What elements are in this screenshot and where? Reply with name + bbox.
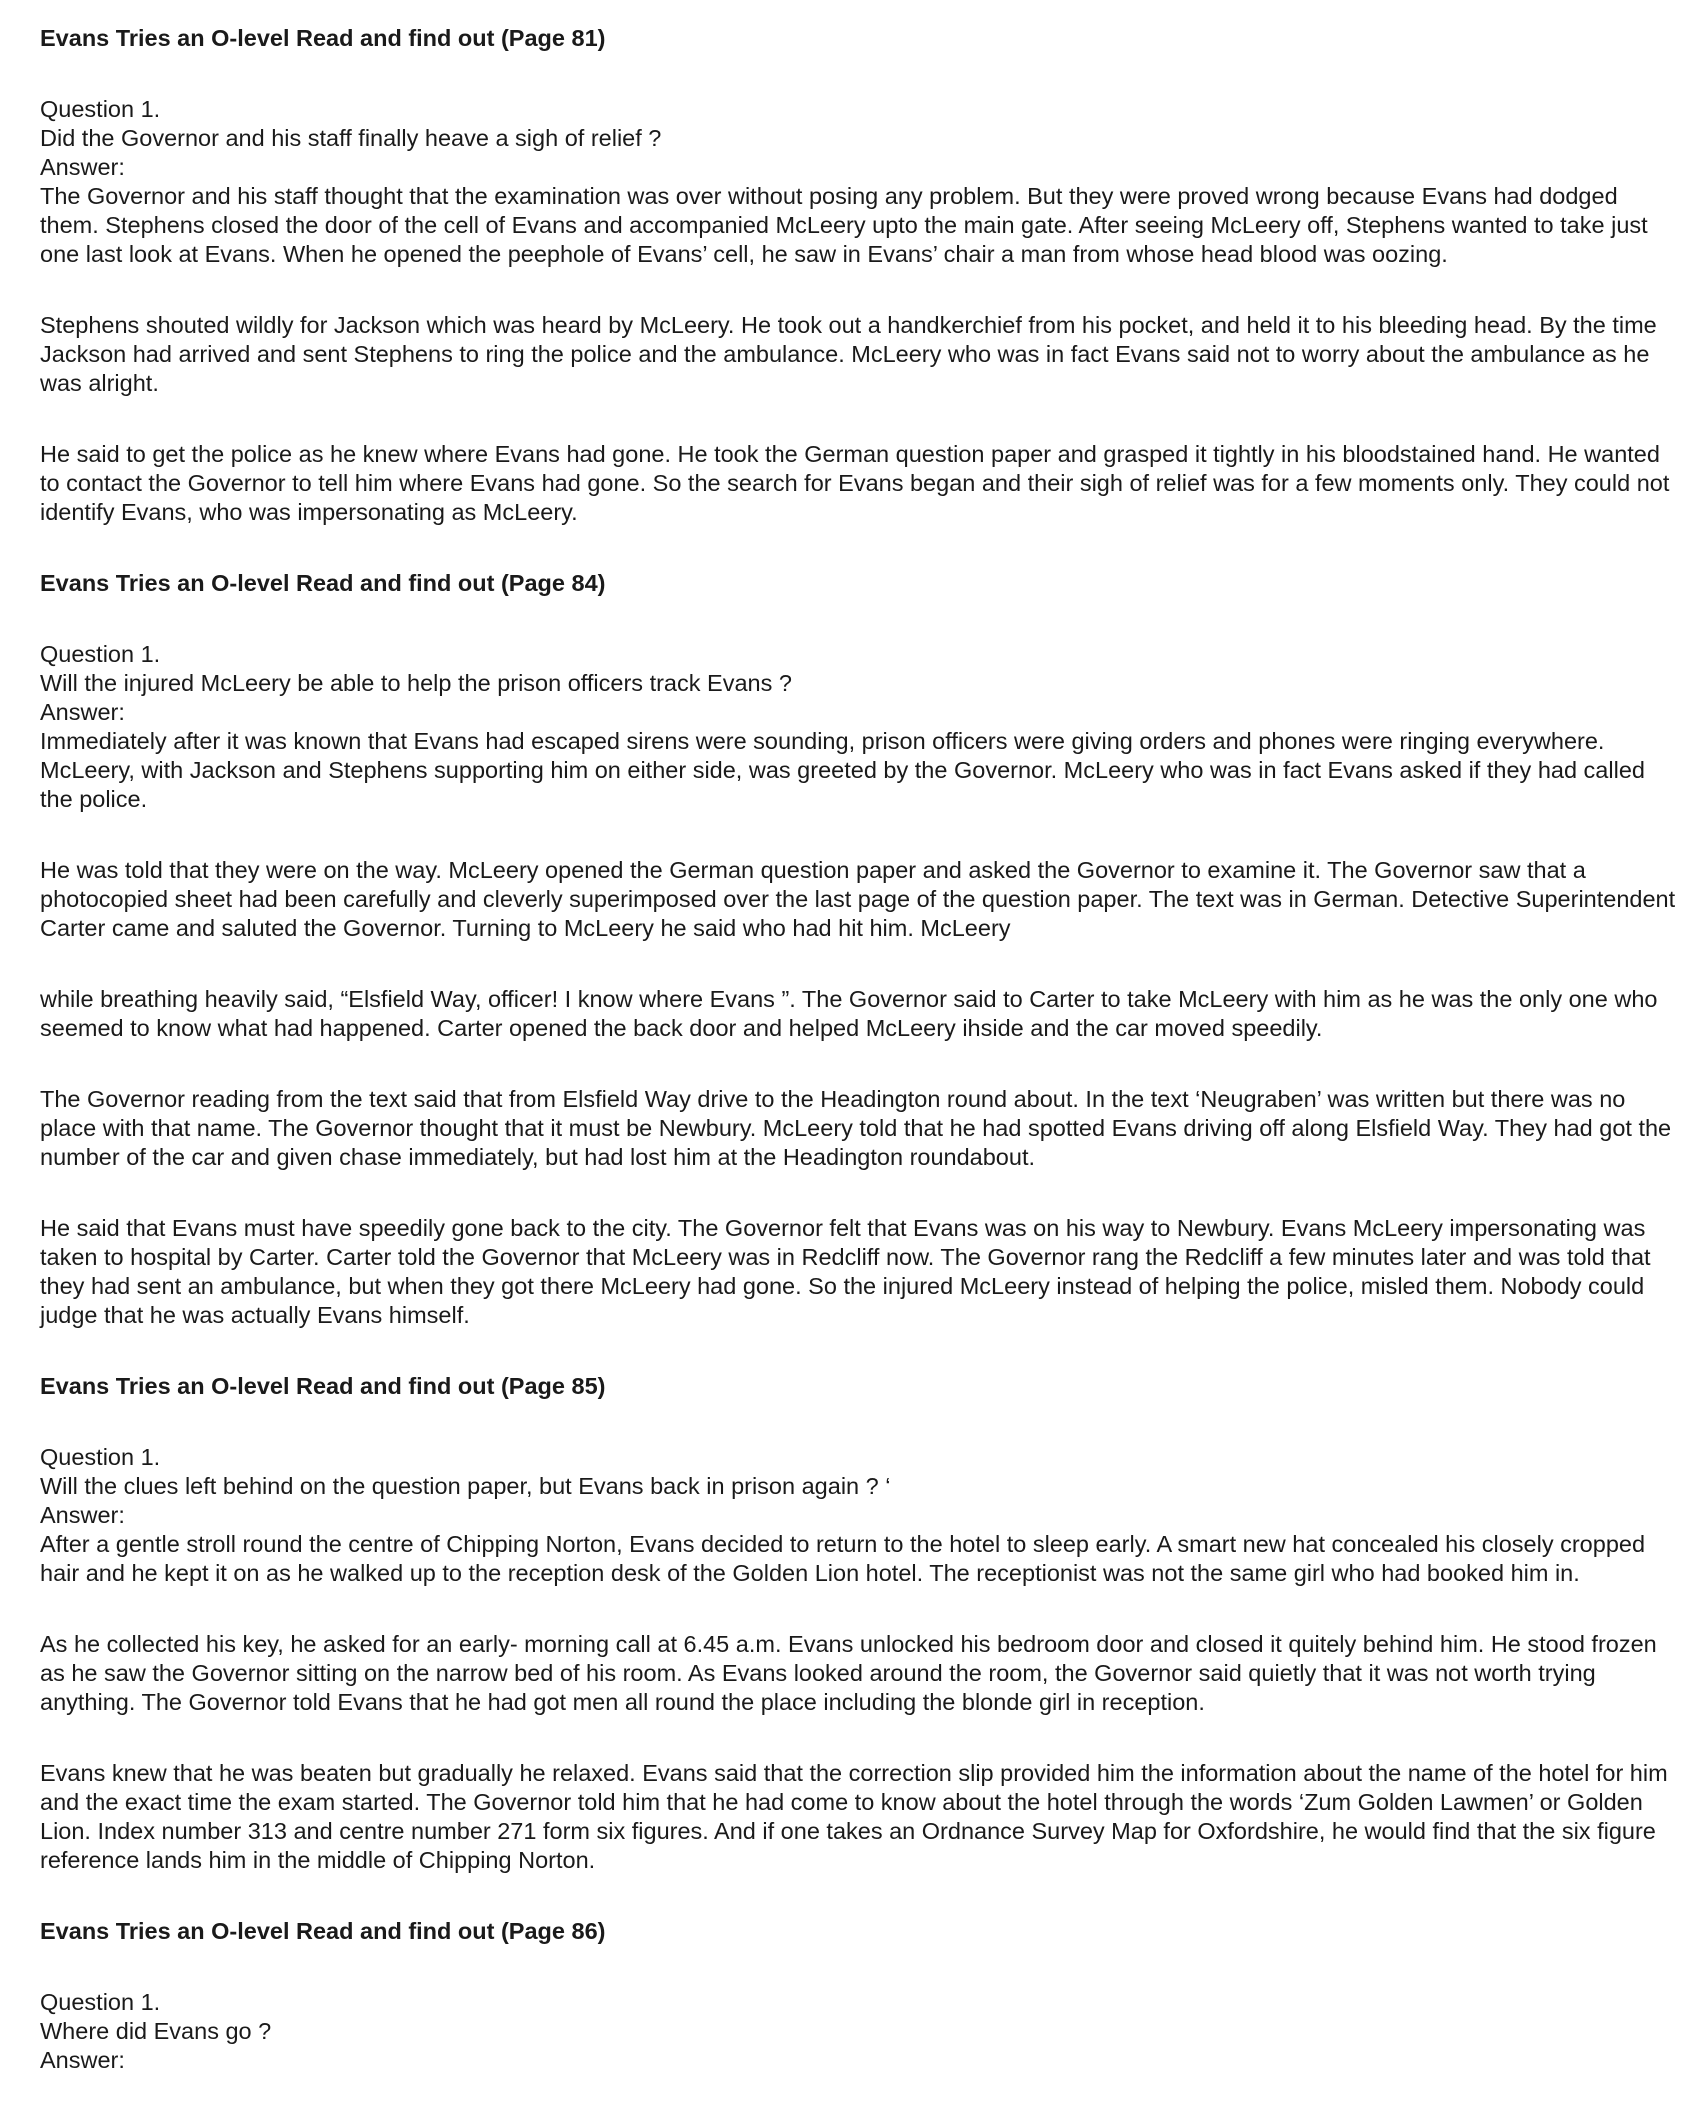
section-page-86 <box>40 1917 1680 2075</box>
section-page-81 <box>40 24 1680 527</box>
section-heading: Evans Tries an O-level Read and find out (Page 84) <box>40 570 606 596</box>
answer-paragraph: As he collected his key, he asked for an early- morning call at 6.45 a.m. Evans unlocked his bedroom door and closed it quitely behind him. He stood frozen as he saw the Governor sitting on the narrow bed of his room. As Evans looked around the room, the Governor said quietly that it was not worth trying anything. The Governor told Evans that he had got men all round the place including the blonde girl in reception. <box>40 1631 1657 1715</box>
answer-paragraph: Evans knew that he was beaten but gradually he relaxed. Evans said that the correction slip provided him the information about the name of the hotel for him and the exact time the exam started. The Governor told him that he had come to know about the hotel through the words ‘Zum Golden Lawmen’ or Golden Lion. Index number 313 and centre number 271 form six figures. And if one takes an Ordnance Survey Map for Oxfordshire, he would find that the six figure reference lands him in the middle of Chipping Norton. <box>40 1760 1668 1873</box>
answer-label: Answer: <box>40 154 125 180</box>
answer-paragraph: The Governor reading from the text said that from Elsfield Way drive to the Headington round about. In the text ‘Neugraben’ was written but there was no place with that name. The Governor thought that it must be Newbury. McLeery told that he had spotted Evans driving off along Elsfield Way. They had got the number of the car and given chase immediately, but had lost him at the Headington roundabout. <box>40 1086 1672 1170</box>
answer-paragraph: He said to get the police as he knew where Evans had gone. He took the German question paper and grasped it tightly in his bloodstained hand. He wanted to contact the Governor to tell him where Evans had gone. So the search for Evans began and their sigh of relief was for a few moments only. They could not identify Evans, who was impersonating as McLeery. <box>40 441 1670 525</box>
answer-paragraph: The Governor and his staff thought that the examination was over without posing any problem. But they were proved wrong because Evans had dodged them. Stephens closed the door of the cell of Evans and accompanied McLeery upto the main gate. After seeing McLeery off, Stephens wanted to take just one last look at Evans. When he opened the peephole of Evans’ cell, he saw in Evans’ chair a man from whose head blood was oozing. <box>40 183 1648 267</box>
section-page-84 <box>40 569 1680 1330</box>
answer-paragraph: Stephens shouted wildly for Jackson which was heard by McLeery. He took out a handkerchief from his pocket, and held it to his bleeding head. By the time Jackson had arrived and sent Stephens to ring the police and the ambulance. McLeery who was in fact Evans said not to worry about the ambulance as he was alright. <box>40 312 1657 396</box>
question-text: Will the clues left behind on the question paper, but Evans back in prison again ? ‘ <box>40 1473 891 1499</box>
question-label: Question 1. <box>40 1989 161 2015</box>
question-label: Question 1. <box>40 1444 161 1470</box>
question-text: Where did Evans go ? <box>40 2018 272 2044</box>
answer-paragraph: while breathing heavily said, “Elsfield Way, officer! I know where Evans ”. The Governor said to Carter to take McLeery with him as he was the only one who seemed to know what had happened. Carter opened the back door and helped McLeery ihside and the car moved speedily. <box>40 986 1658 1041</box>
question-text: Will the injured McLeery be able to help the prison officers track Evans ? <box>40 670 792 696</box>
question-text: Did the Governor and his staff finally heave a sigh of relief ? <box>40 125 662 151</box>
section-page-85 <box>40 1372 1680 1875</box>
answer-label: Answer: <box>40 699 125 725</box>
section-heading: Evans Tries an O-level Read and find out (Page 86) <box>40 1918 606 1944</box>
answer-paragraph: He was told that they were on the way. McLeery opened the German question paper and asked the Governor to examine it. The Governor saw that a photocopied sheet had been carefully and cleverly superimposed over the last page of the question paper. The text was in German. Detective Superintendent Carter came and saluted the Governor. Turning to McLeery he said who had hit him. McLeery <box>40 857 1676 941</box>
answer-paragraph: Immediately after it was known that Evans had escaped sirens were sounding, prison officers were giving orders and phones were ringing everywhere. McLeery, with Jackson and Stephens supporting him on either side, was greeted by the Governor. McLeery who was in fact Evans asked if they had called the police. <box>40 728 1645 812</box>
answer-label: Answer: <box>40 1502 125 1528</box>
section-heading: Evans Tries an O-level Read and find out (Page 81) <box>40 25 606 51</box>
answer-paragraph: He said that Evans must have speedily gone back to the city. The Governor felt that Evans was on his way to Newbury. Evans McLeery impersonating was taken to hospital by Carter. Carter told the Governor that McLeery was in Redcliff now. The Governor rang the Redcliff a few minutes later and was told that they had sent an ambulance, but when they got there McLeery had gone. So the injured McLeery instead of helping the police, misled them. Nobody could judge that he was actually Evans himself. <box>40 1215 1651 1328</box>
answer-label: Answer: <box>40 2047 125 2073</box>
section-heading: Evans Tries an O-level Read and find out (Page 85) <box>40 1373 606 1399</box>
question-label: Question 1. <box>40 641 161 667</box>
question-label: Question 1. <box>40 96 161 122</box>
document-page <box>40 24 1680 2075</box>
answer-paragraph: After a gentle stroll round the centre of Chipping Norton, Evans decided to return to the hotel to sleep early. A smart new hat concealed his closely cropped hair and he kept it on as he walked up to the reception desk of the Golden Lion hotel. The receptionist was not the same girl who had booked him in. <box>40 1531 1646 1586</box>
